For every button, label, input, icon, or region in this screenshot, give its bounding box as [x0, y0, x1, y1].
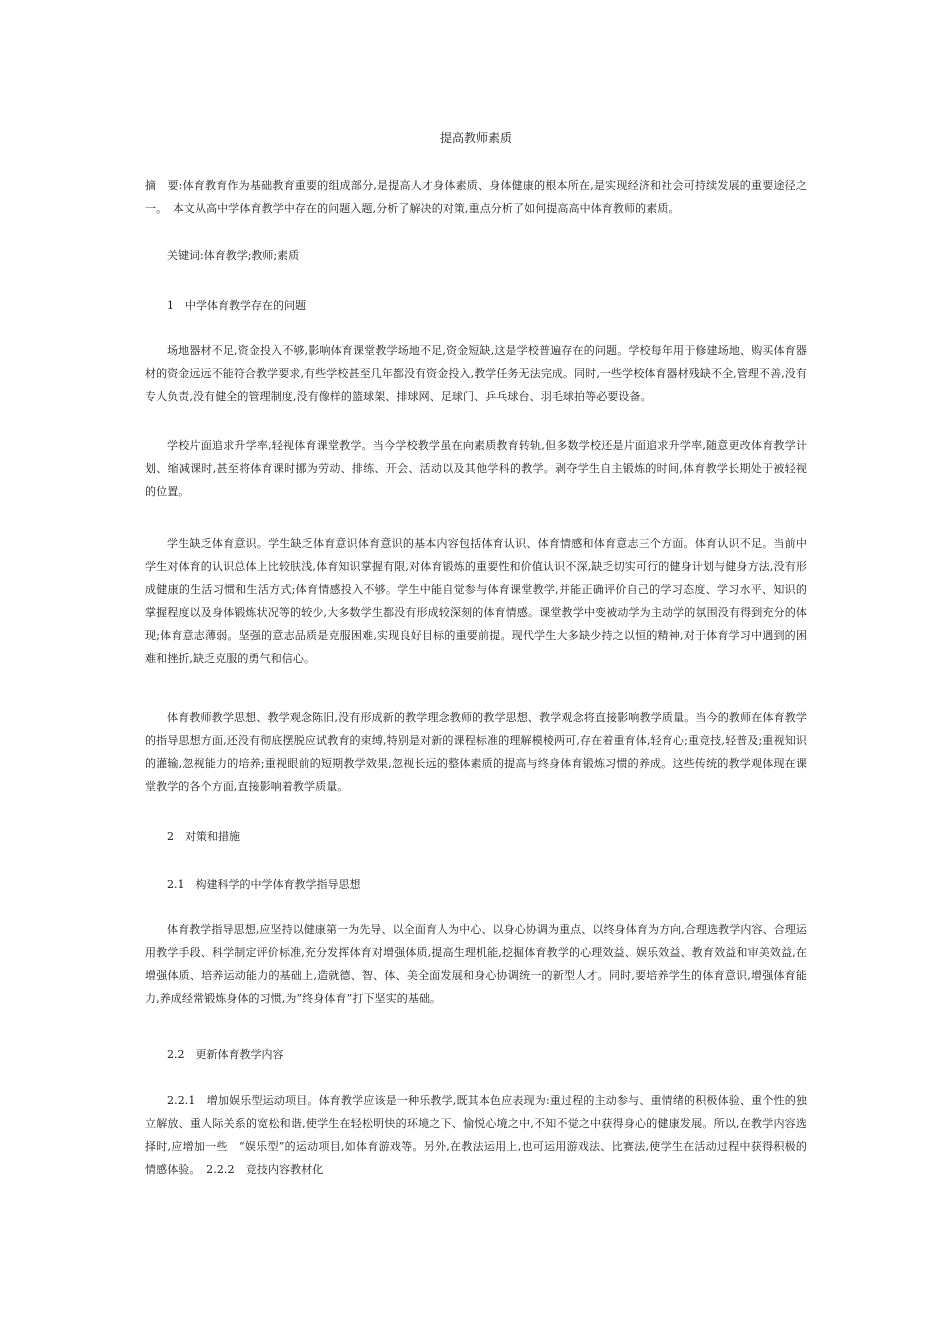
body-paragraph-5: 体育教学指导思想,应坚持以健康第一为先导、以全面育人为中心、以身心协调为重点、以终身体育为方向,合理选教学内容、合理运用教学手段、科学制定评价标准,充分发挥体育对增强体质,提高生理机能,挖掘体育教学的心理效益、娱乐效益、教育效益和审美效益,在增强体质、培养运动能力的基础上,造就德、智、体、美全面发展和身心协调统一的新型人才。同时,要培养学生的体育意识,增强体育能力,养成经常锻炼身体的习惯,为“终身体育”打下坚实的基础。 — [145, 923, 807, 1005]
body-paragraph-6: 2.2.1 增加娱乐型运动项目。体育教学应该是一种乐教学,既其本色应表现为:重过程的主动参与、重情绪的积极体验、重个性的独立解放、重人际关系的宽松和谐,使学生在轻松明快的环境之下、愉悦心境之中,不知不觉之中获得身心的健康发展。所以,在教学内容选择时,应增加一些 “娱乐型”的运动项目,如体育游戏等。另外,在教法运用上,也可运用游戏法、比赛法,使学生在活动过程中获得积极的情感体验。 2.2.2 竞技内容教材化 — [145, 1094, 807, 1176]
body-paragraph-2: 学校片面追求升学率,轻视体育课堂教学。当今学校教学虽在向素质教育转轨,但多数学校还是片面追求升学率,随意更改体育教学计划、缩减课时,甚至将体育课时挪为劳动、排练、开会、活动以及其他学科的教学。剥夺学生自主锻炼的时间,体育教学长期处于被轻视的位置。 — [145, 439, 807, 498]
document-title: 提高教师素质 — [439, 131, 512, 145]
body-paragraph-4: 体育教师教学思想、教学观念陈旧,没有形成新的教学理念教师的教学思想、教学观念将直接影响教学质量。当今的教师在体育教学的指导思想方面,还没有彻底摆脱应试教育的束缚,特别是对新的课程标准的理解模棱两可,存在着重育体,轻育心;重竞技,轻普及;重视知识的灌输,忽视能力的培养;重视眼前的短期教学效果,忽视长远的整体素质的提高与终身体育锻炼习惯的养成。这些传统的教学观体现在课堂教学的各个方面,直接影响着教学质量。 — [145, 711, 807, 793]
body-paragraph-1: 场地器材不足,资金投入不够,影响体育课堂教学场地不足,资金短缺,这是学校普遍存在的问题。学校每年用于修建场地、购买体育器材的资金远远不能符合教学要求,有些学校甚至几年都没有资金投入,教学任务无法完成。同时,一些学校体育器材残缺不全,管理不善,没有专人负责,没有健全的管理制度,没有像样的篮球架、排球网、足球门、乒乓球台、羽毛球拍等必要设备。 — [145, 344, 807, 403]
body-paragraph-3: 学生缺乏体育意识。学生缺乏体育意识体育意识的基本内容包括体育认识、体育情感和体育意志三个方面。体育认识不足。当前中学生对体育的认识总体上比较肤浅,体育知识掌握有限,对体育锻炼的重要性和价值认识不深,缺乏切实可行的健身计划与健身方法,没有形成健康的生活习惯和生活方式;体育情感投入不够。学生中能自觉参与体育课堂教学,并能正确评价自己的学习态度、学习水平、知识的掌握程度以及身体锻炼状况等的较少,大多数学生都没有形成较深刻的体育情感。课堂教学中变被动学为主动学的氛围没有得到充分的体现;体育意志薄弱。坚强的意志品质是克服困难,实现良好目标的重要前提。现代学生大多缺少持之以恒的精神,对于体育学习中遇到的困难和挫折,缺乏克服的勇气和信心。 — [145, 537, 807, 665]
section-heading-2: 2 对策和措施 — [167, 830, 240, 843]
section-heading-2-1: 2.1 构建科学的中学体育教学指导思想 — [167, 878, 361, 891]
keywords-line: 关键词:体育教学;教师;素质 — [167, 249, 300, 262]
section-heading-2-2: 2.2 更新体育教学内容 — [167, 1048, 284, 1061]
abstract-paragraph: 摘 要:体育教育作为基础教育重要的组成部分,是提高人才身体素质、身体健康的根本所在,是实现经济和社会可持续发展的重要途径之一。 本文从高中学体育教学中存在的问题入题,分析了解决的对策,重点分析了如何提高高中体育教师的素质。 — [145, 179, 807, 215]
section-heading-1: 1 中学体育教学存在的问题 — [167, 299, 306, 312]
